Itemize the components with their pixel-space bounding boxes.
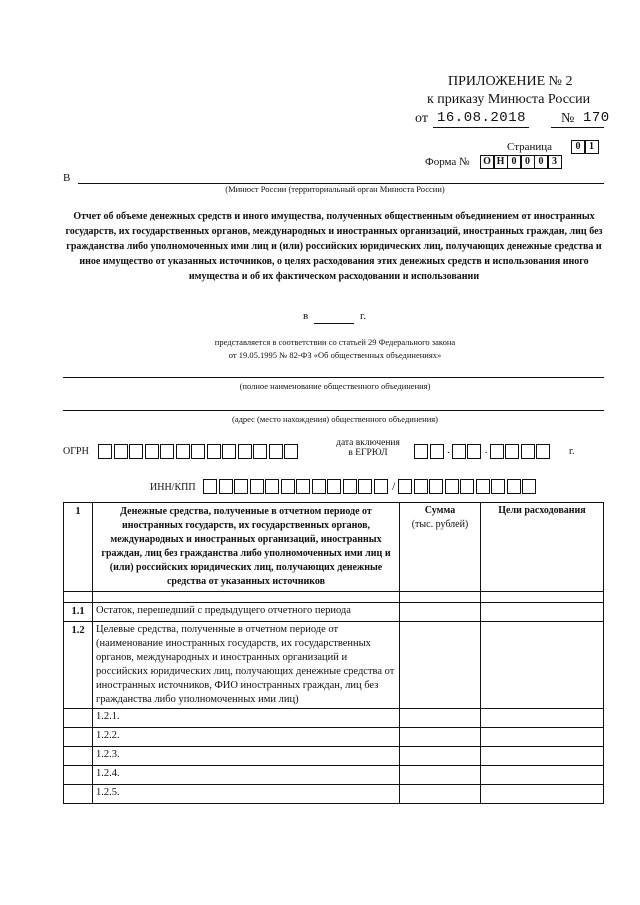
form-label: Форма № <box>425 156 470 168</box>
report-title: Отчет об объеме денежных средств и иного имущества, полученных общественным объединением от иностранных государств, их государственных органов, международных и иностранных организаций, иностранных граждан, лиц без гражданства либо уполномоченных ими лиц и (или) российских юридических лиц, получающих денежные средства и иное имущество от указанных источников, о целях расходования этих денежных средств и использования иного имущества и об их фактическом расходовании и использовании <box>65 211 603 282</box>
page-digit-2: 1 <box>584 140 599 154</box>
row-num: 1.1 <box>64 603 93 622</box>
row-sum-cell[interactable] <box>400 603 481 622</box>
ogrn-cells[interactable] <box>98 444 300 462</box>
egrul-date-cells[interactable] <box>414 444 552 462</box>
form-char-2: Н <box>493 155 508 169</box>
org-address-caption: (адрес (место нахождения) общественного объединения) <box>231 414 438 424</box>
page-digit-1: 0 <box>571 140 586 154</box>
year-prefix: в <box>303 310 309 322</box>
subrow-purpose-cell[interactable] <box>481 766 604 785</box>
subrow-label: 1.2.5. <box>93 785 400 804</box>
year-blank[interactable] <box>314 323 354 324</box>
org-address-line[interactable] <box>63 410 604 411</box>
header-sum <box>400 503 481 592</box>
form-char-6: 3 <box>547 155 562 169</box>
order-number-label: № <box>561 111 575 126</box>
order-date-underline <box>433 127 529 128</box>
form-char-3: 0 <box>507 155 522 169</box>
egrul-date-label-line2: в ЕГРЮЛ <box>348 448 388 458</box>
form-code-cells <box>481 155 562 173</box>
inn-kpp-cells[interactable] <box>203 479 538 497</box>
org-name-caption: (полное наименование общественного объединения) <box>239 381 431 391</box>
table-row <box>64 603 604 622</box>
row-text: Целевые средства, полученные в отчетном периоде от (наименование иностранных государств, их государственных органов, международных и иностранных организаций и российских юридических лиц, получающих денежные средства от иностранных источников, ФИО иностранных граждан, лиц без гражданства либо уполномоченных ими лиц) <box>93 622 400 709</box>
header-sum-title: Сумма <box>424 505 456 516</box>
order-number-underline <box>551 127 604 128</box>
page-label: Страница <box>507 141 553 153</box>
date-dot-1: . <box>447 444 450 456</box>
inn-kpp-label: ИНН/КПП <box>150 482 196 493</box>
page-code-cells <box>572 140 599 158</box>
subrow-sum-cell[interactable] <box>400 785 481 804</box>
order-date: 16.08.2018 <box>437 110 527 126</box>
egrul-date-label-line1: дата включения <box>336 438 400 448</box>
subrow-sum-cell[interactable] <box>400 766 481 785</box>
legal-basis-line2: от 19.05.1995 № 82-ФЗ «Об общественных объединениях» <box>228 350 442 360</box>
table-subrow <box>64 747 604 766</box>
subrow-label: 1.2.3. <box>93 747 400 766</box>
header-num: 1 <box>64 503 93 592</box>
org-name-line[interactable] <box>63 377 604 378</box>
egrul-date-label <box>328 438 408 458</box>
subrow-purpose-cell[interactable] <box>481 728 604 747</box>
subrow-purpose-cell[interactable] <box>481 747 604 766</box>
form-char-5: 0 <box>534 155 549 169</box>
inn-kpp-separator: / <box>392 479 396 493</box>
funds-table <box>63 502 604 804</box>
form-char-4: 0 <box>520 155 535 169</box>
row-num: 1.2 <box>64 622 93 709</box>
table-subrow <box>64 728 604 747</box>
header-purpose: Цели расходования <box>481 503 604 592</box>
order-date-prefix: от <box>415 111 428 126</box>
subrow-purpose-cell[interactable] <box>481 709 604 728</box>
order-reference: к приказу Минюста России <box>427 92 591 107</box>
subrow-sum-cell[interactable] <box>400 747 481 766</box>
header-sum-unit: (тыс. рублей) <box>411 519 469 530</box>
subrow-label: 1.2.4. <box>93 766 400 785</box>
ogrn-label: ОГРН <box>63 446 89 457</box>
table-subrow <box>64 766 604 785</box>
row-sum-cell[interactable] <box>400 622 481 709</box>
legal-basis-line1: представляется в соответствии со статьей 29 Федерального закона <box>214 337 456 347</box>
table-spacer-row <box>64 592 604 603</box>
subrow-sum-cell[interactable] <box>400 709 481 728</box>
form-char-1: О <box>480 155 495 169</box>
row-text: Остаток, перешедший с предыдущего отчетного периода <box>93 603 400 622</box>
header-description: Денежные средства, полученные в отчетном периоде от иностранных государств, их государственных органов, международных и иностранных организаций, иностранных граждан, лиц без гражданства либо уполномоченных ими лиц и (или) российских юридических лиц, получающих денежные средства от указанных источников <box>93 503 400 592</box>
appendix-title: ПРИЛОЖЕНИЕ № 2 <box>448 74 573 89</box>
year-suffix: г. <box>360 310 367 322</box>
subrow-label: 1.2.1. <box>93 709 400 728</box>
table-row <box>64 622 604 709</box>
egrul-year-suffix: г. <box>569 446 575 457</box>
row-purpose-cell[interactable] <box>481 622 604 709</box>
order-number: 170 <box>583 110 610 126</box>
date-dot-2: . <box>484 444 488 456</box>
recipient-caption: (Минюст России (территориальный орган Минюста России) <box>225 184 445 194</box>
table-header-row <box>64 503 604 592</box>
subrow-sum-cell[interactable] <box>400 728 481 747</box>
subrow-label: 1.2.2. <box>93 728 400 747</box>
subrow-purpose-cell[interactable] <box>481 785 604 804</box>
row-purpose-cell[interactable] <box>481 603 604 622</box>
recipient-prefix: В <box>63 172 71 184</box>
table-subrow <box>64 709 604 728</box>
table-subrow <box>64 785 604 804</box>
